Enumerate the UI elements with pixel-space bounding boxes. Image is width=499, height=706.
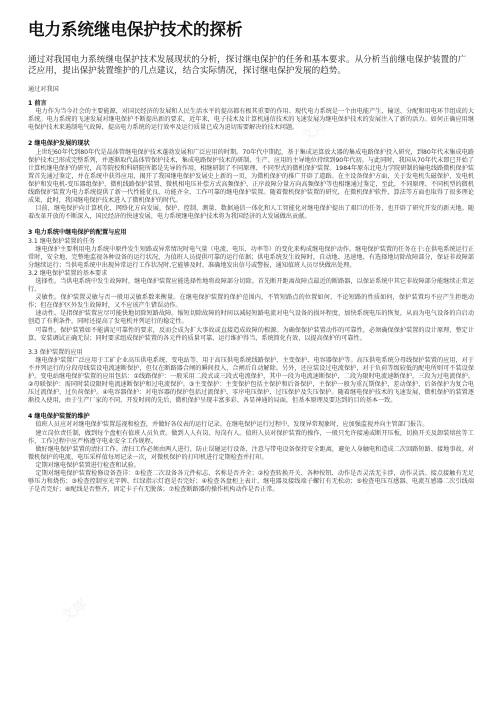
paragraph: 选择性。当供电系统中发生故障时，继电保护装置应能选择性地将故障部分切除。首先断开距离故障点最近的断路器，以保证系统中其它非故障部分能继续正常运行。 <box>28 277 474 294</box>
paragraph: 值班人员应对对继电保护装置巡视和检查，并做好各仪表的运行记录。在继电保护运行过程中，发现异常现象时，应加强监视并向主管部门报告。 <box>35 421 429 429</box>
paragraph: 建立岗位责任制，做到每个盘柜有值班人员负责。做到人人有岗、每岗有人。值班人员对保护装置的操作，一般只允许接通或断开压板，切换开关及卸装熔丝等工作，工作过程中应严格遵守电业安全工作规程。 <box>28 429 474 445</box>
survey-label: 通过对我国 <box>28 86 59 93</box>
section-heading: 1 前言 <box>28 100 47 108</box>
subsection-heading: 3.2 继电保护装置的基本要求 <box>28 269 108 277</box>
paragraph: 定期对继电保护装置进行检查和试验。 <box>35 461 140 469</box>
paragraph: 定期对继电保护装置检修设备查详：①检查二次设备各元件标志、名称是否齐全；②检查转换开关、各种按钮、动作是否灵活无卡涉，动作灵活。接点接触有无足够压力和烧伤；③检查控制室光字牌、红绿指示灯泡是否完好；④检查各盘柜上表计、继电器及接线端子螺钉有无松动；⑤检查电压互感器、电流互感器二次引线端子是否完好；⑥配线是否整齐，固定卡子有无脱落；⑦检查断路器的操作机构动作是否正常。 <box>28 470 474 494</box>
paragraph: 可靠性。保护装置如不能满足可靠性的要求，反而会成为扩大事故或直接造成故障的根源。为确保保护装置动作的可靠性，必须确保保护装置的设计原理、整定计算、安装调试正确无误；同时要求组成保护装置的各元件的质量可靠、运行维护得当、系统简化有效，以提高保护的可靠性。 <box>28 326 474 342</box>
paragraph: 做好继电保护装置的清扫工作。清扫工作必须由两人进行，防止误碰运行设备，注意与带电设备保持安全距离，避免人身触电和造成二次回路短路、接地事故。对微机保护的电流、电压采样值每周记录一次，对微机保护的打印机进行定期检查并打印。 <box>28 445 474 461</box>
paragraph: 上世纪60年代到80年代是晶体管继电保护技术蓬勃发展和广泛应用的时期。70年代中期起，基于集成运算放大器的集成电路保护投入研究，到80年代末集成电路保护技术已形成完整系列，并逐渐取代晶体管保护技术，集成电路保护技术的研制、生产、应用的主导地位持续到90年代初。与此同时，我国从70年代末即已开始了计算机继电保护的研究，高等院校和科研院所都是先导的作用，相继研制了不同原理、不同型式的微机保护装置。1984年原东北电力学院研制的输电线路微机保护装置首先通过鉴定，并在系统中获得应用，揭开了我国继电保护发展史上新的一页，为微机保护的推广开辟了道路。在主设备保护方面，关于发电机失磁保护、发电机保护和发电机-变压器组保护、微机线路保护装置、微机相电压补偿方式高频保护、正序故障分量方向高频保护等也相继通过鉴定，至此，不同原理、不同机型的微机线路保护装置为电力系统提供了新一代性能优良、功能齐全、工作可靠的继电保护装置。随着微机保护装置的研究，在微机保护软件、算法等方面也取得了很多理论成果，此时，我国继电保护技术进入了微机保护的时代。 <box>28 148 474 205</box>
article-body <box>28 86 474 494</box>
paragraph: 继电保护装置广泛应用于工矿企业高压供电系统、变电站等，用于高压供电系统线路保护、主变保护、电容器保护等。高压供电系统分母线保护装置的应用，对于不并列运行的分段母线装设电流速断保护，但仅在断路器合闸的瞬间投入，合闸后自动解除。另外，还应装设过电流保护，对于负荷等级较低的配电所则可不装设保护。变电站继电保护装置的应用包括：①线路保护：一般采用二段式或三段式电流保护，其中一段为电流速断保护，二段为限时电流速断保护，三段为过电流保护。②母联保护：需同时装设限时电流速断保护和过电流保护。③主变保护：主变保护包括主保护和后备保护，主保护一般为重瓦斯保护、差动保护，后备保护为复合电压过流保护、过负荷保护。④电容器保护：对电容器的保护包括过流保护、零序电压保护、过压保护及失压保护。随着继电保护技术的飞速发展，微机保护的装置逐渐投入使用，由于生产厂家的不同、开发时间的先后，微机保护呈现丰富多彩、各显神通的局面，但基本原理及要达到的目的基本一致。 <box>28 356 474 405</box>
paragraph: 目前，继电保护向计算机化、网络化方向发展，保护、控制、测量、数据通信一体化和人工智能化对继电保护提出了艰巨的任务，也开辟了研究开发的新天地。随着改革开放的不断深入，国民经济的快速发展，电力系统继电保护技术将为我国经济的大发展做出贡献。 <box>28 205 474 221</box>
paragraph: 灵敏性。保护装置灵敏与否一般用灵敏系数来衡量。在继电保护装置的保护范围内，不管短路点的位置如何、不论短路的性质如何，保护装置均不应产生拒绝动作；但在保护区外发生故障时，又不应该产生错误动作。 <box>28 294 474 310</box>
page-title: 电力系统继电保护技术的探析 <box>28 20 243 39</box>
abstract: 通过对我国电力系统继电保护技术发展现状的分析，探讨继电保护的任务和基本要求。从分析当前继电保护装置的广泛应用，提出保护装置维护的几点建议，结合实际情况，探讨继电保护发展的趋势。 <box>28 55 467 77</box>
subsection-heading: 3.3 保护装置的应用 <box>28 348 83 356</box>
paragraph: 电力作为当今社会的主要能源，对国民经济的发展和人民生活水平的提高都有极其重要的作用。现代电力系统是一个由电能产生、输送、分配和用电环节组成的大系统。电力系统的飞速发展对继电保护不断提出新的要求，近年来，电子技术及计算机通信技术的飞速发展为继电保护技术的发展注入了新的活力。如何正确应用继电保护技术来遏制电气故障，提高电力系统的运行效率及运行质量已成为迫切需要解决的技术问题。 <box>28 108 474 132</box>
paragraph: 继电保护主要利用电力系统中原件发生短路或异常情况时电气量（电流、电压、功率等）的变化来构成继电保护动作。继电保护装置的任务在于:在供电系统运行正常时，安全地、完整地监视各种设备的运行状况，为值班人员提供可靠的运行依据；供电系统发生故障时，自动地、迅速地、有选择地切除故障部分，保证非故障部分继续运行；当供电系统中出现异常运行工作状况时,它能够及时、准确地发出信号或警报，通知值班人员尽快做出处理。 <box>28 245 474 269</box>
watermark <box>57 594 91 626</box>
paragraph: 速动性。是指保护装置应尽可能快地切除短路故障。缩短切除故障的时间以减轻短路电流对电气设备的损坏程度，加快系统电压的恢复，从而为电气设备的自启动创造了有利条件，同时还提高了发电机并列运行的稳定性。 <box>28 310 474 326</box>
section-heading: 4 继电保护装置的维护 <box>28 413 90 421</box>
section-heading: 2 继电保护发展的现状 <box>28 140 90 148</box>
subsection-heading: 3.1 继电保护装置的任务 <box>28 237 95 245</box>
section-heading: 3 电力系统中继电保护的配置与应用 <box>28 229 127 237</box>
